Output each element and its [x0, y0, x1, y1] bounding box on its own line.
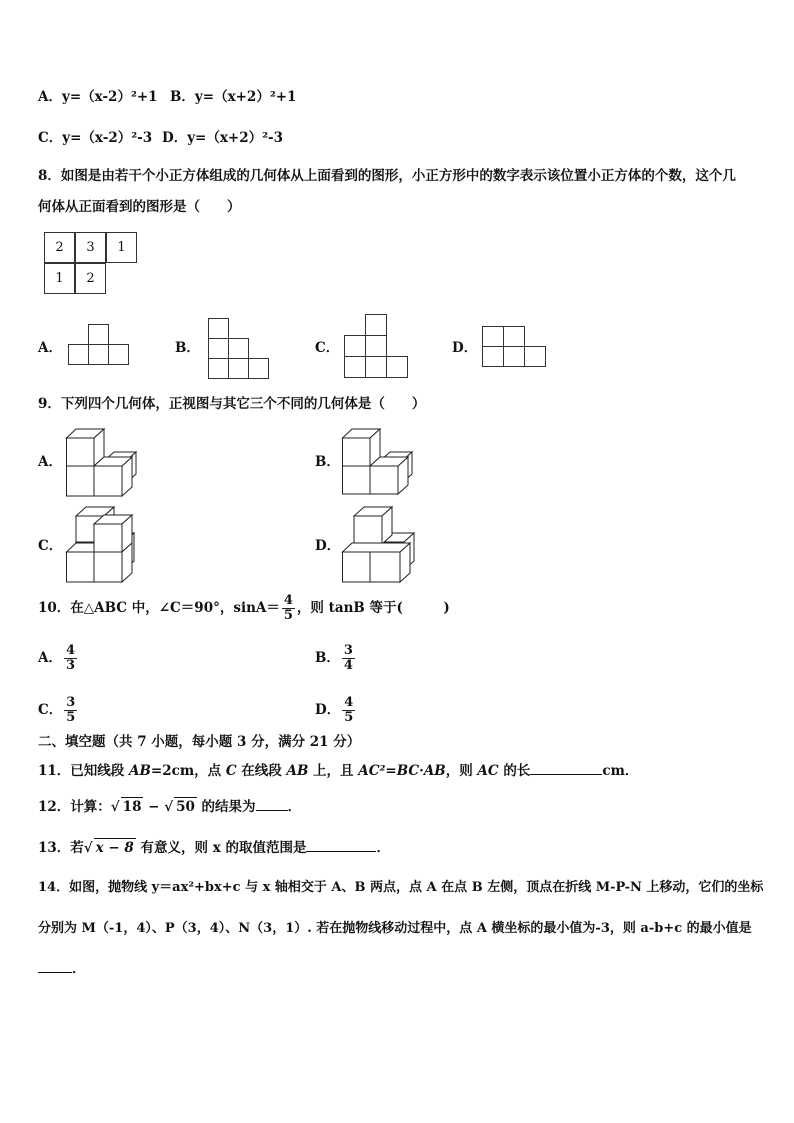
sqrt-expression: √ 50	[164, 799, 195, 815]
grid-cell: 1	[106, 232, 137, 263]
q7-option-a: A．y=（x-2）²+1	[38, 89, 158, 105]
q8-figure-c	[344, 314, 408, 378]
sqrt-expression: √ 18	[110, 799, 142, 815]
q8-label-c: C．	[315, 340, 340, 356]
q10-fraction-c	[64, 696, 77, 725]
q14-stem-line1: 14．如图，抛物线 y＝ax²+bx+c 与 x 轴相交于 A、B 两点，点 A 在点 B 左侧，顶点在折线 M-P-N 上移动，它们的坐标	[38, 880, 764, 895]
answer-blank[interactable]	[306, 837, 376, 852]
math-equation: AC²=BC·AB	[358, 763, 446, 779]
q8-figure-b	[208, 318, 270, 380]
q14-stem-line2: 分别为 M（-1，4）、P（3，4）、N（3，1）. 若在抛物线移动过程中，点 A 横坐标的最小值为-3，则 a-b+c 的最小值是	[38, 921, 752, 936]
sqrt-expression: √ x − 8	[83, 840, 134, 856]
q9-label-a: A．	[38, 454, 62, 470]
q13-stem	[38, 837, 390, 857]
q10-label-c: C．	[38, 702, 63, 718]
text: 有意义，则 x 的取值范围是	[135, 840, 307, 856]
q7-option-c: C．y=（x-2）²-3	[38, 130, 153, 146]
q10-fraction-a	[64, 644, 77, 673]
text: ．	[287, 799, 302, 815]
text: −	[143, 799, 165, 815]
q9-label-b: B．	[315, 454, 340, 470]
text: 11．已知线段	[38, 763, 129, 779]
q10-fraction	[282, 594, 295, 623]
fraction-numerator: 3	[66, 695, 76, 710]
text: 13．若	[38, 840, 84, 856]
math-symbol: AC	[477, 763, 499, 779]
q10-label-b: B．	[315, 650, 340, 666]
q10-fraction-d	[342, 696, 355, 725]
math-symbol: AB	[129, 763, 151, 779]
q8-stem-line2: 何体从正面看到的图形是（ ）	[38, 199, 241, 215]
q7-option-b: B．y=（x+2）²+1	[170, 89, 297, 105]
text: cm．	[602, 763, 639, 779]
q9-stem: 9．下列四个几何体，正视图与其它三个不同的几何体是（ ）	[38, 396, 426, 412]
section-heading: 二、填空题（共 7 小题，每小题 3 分，满分 21 分）	[38, 734, 361, 750]
q8-label-b: B．	[175, 340, 200, 356]
grid-cell: 2	[75, 263, 106, 294]
q7-option-d: D．y=（x+2）²-3	[162, 130, 284, 146]
q10-option-d	[315, 693, 357, 727]
q9-figure-d	[342, 506, 422, 584]
text: 上，且	[308, 763, 359, 779]
q10-fraction-b	[342, 644, 355, 673]
q10-label-d: D．	[315, 702, 341, 718]
q8-figure-a	[68, 324, 130, 366]
fraction-denominator: 3	[65, 658, 76, 673]
answer-blank[interactable]	[256, 796, 288, 811]
text: ．	[72, 961, 86, 977]
radicand: 18	[122, 799, 142, 815]
fraction-denominator: 4	[343, 658, 353, 673]
q8-stem-line1: 8．如图是由若干个小正方体组成的几何体从上面看到的图形，小正方形中的数字表示该位置小正方体的个数，这个几	[38, 168, 736, 184]
q9-figure-b	[342, 424, 416, 498]
q10-stem	[38, 591, 450, 625]
fraction-numerator: 4	[344, 695, 354, 710]
radicand: 50	[176, 799, 195, 815]
fraction-denominator: 5	[283, 608, 293, 623]
q10-stem-pre: 10．在△ABC 中，∠C＝90°，sinA＝	[38, 600, 280, 616]
q9-figure-a	[66, 424, 140, 498]
q10-option-a	[38, 641, 79, 675]
grid-cell: 3	[75, 232, 106, 263]
q10-stem-post: ，则 tanB 等于( )	[296, 600, 450, 616]
math-symbol: C	[225, 763, 237, 779]
text: ．	[376, 840, 390, 856]
text: 在线段	[236, 763, 287, 779]
q10-option-c	[38, 693, 79, 727]
q14-stem-line3	[38, 958, 86, 978]
fraction-numerator: 3	[343, 643, 353, 658]
grid-cell: 1	[44, 263, 75, 294]
q12-stem	[38, 796, 301, 816]
fraction-numerator: 4	[65, 643, 76, 658]
q9-label-d: D．	[315, 538, 341, 554]
fraction-numerator: 4	[283, 593, 293, 608]
q8-label-a: A．	[38, 340, 62, 356]
text: 的结果为	[196, 799, 256, 815]
fraction-denominator: 5	[344, 710, 354, 725]
math-symbol: AB	[286, 763, 309, 779]
answer-blank[interactable]	[38, 958, 72, 973]
q10-label-a: A．	[38, 650, 62, 666]
q9-figure-c	[66, 506, 146, 584]
answer-blank[interactable]	[530, 760, 602, 775]
q9-label-c: C．	[38, 538, 63, 554]
q8-label-d: D．	[452, 340, 478, 356]
fraction-denominator: 5	[66, 710, 76, 725]
text: ，则	[445, 763, 478, 779]
radicand: x − 8	[95, 840, 134, 856]
q8-figure-d	[482, 326, 546, 368]
text: 12．计算：	[38, 799, 111, 815]
text: 的长	[498, 763, 531, 779]
q10-option-b	[315, 641, 357, 675]
grid-cell: 2	[44, 232, 75, 263]
q11-stem	[38, 760, 638, 780]
text: =2cm，点	[150, 763, 226, 779]
